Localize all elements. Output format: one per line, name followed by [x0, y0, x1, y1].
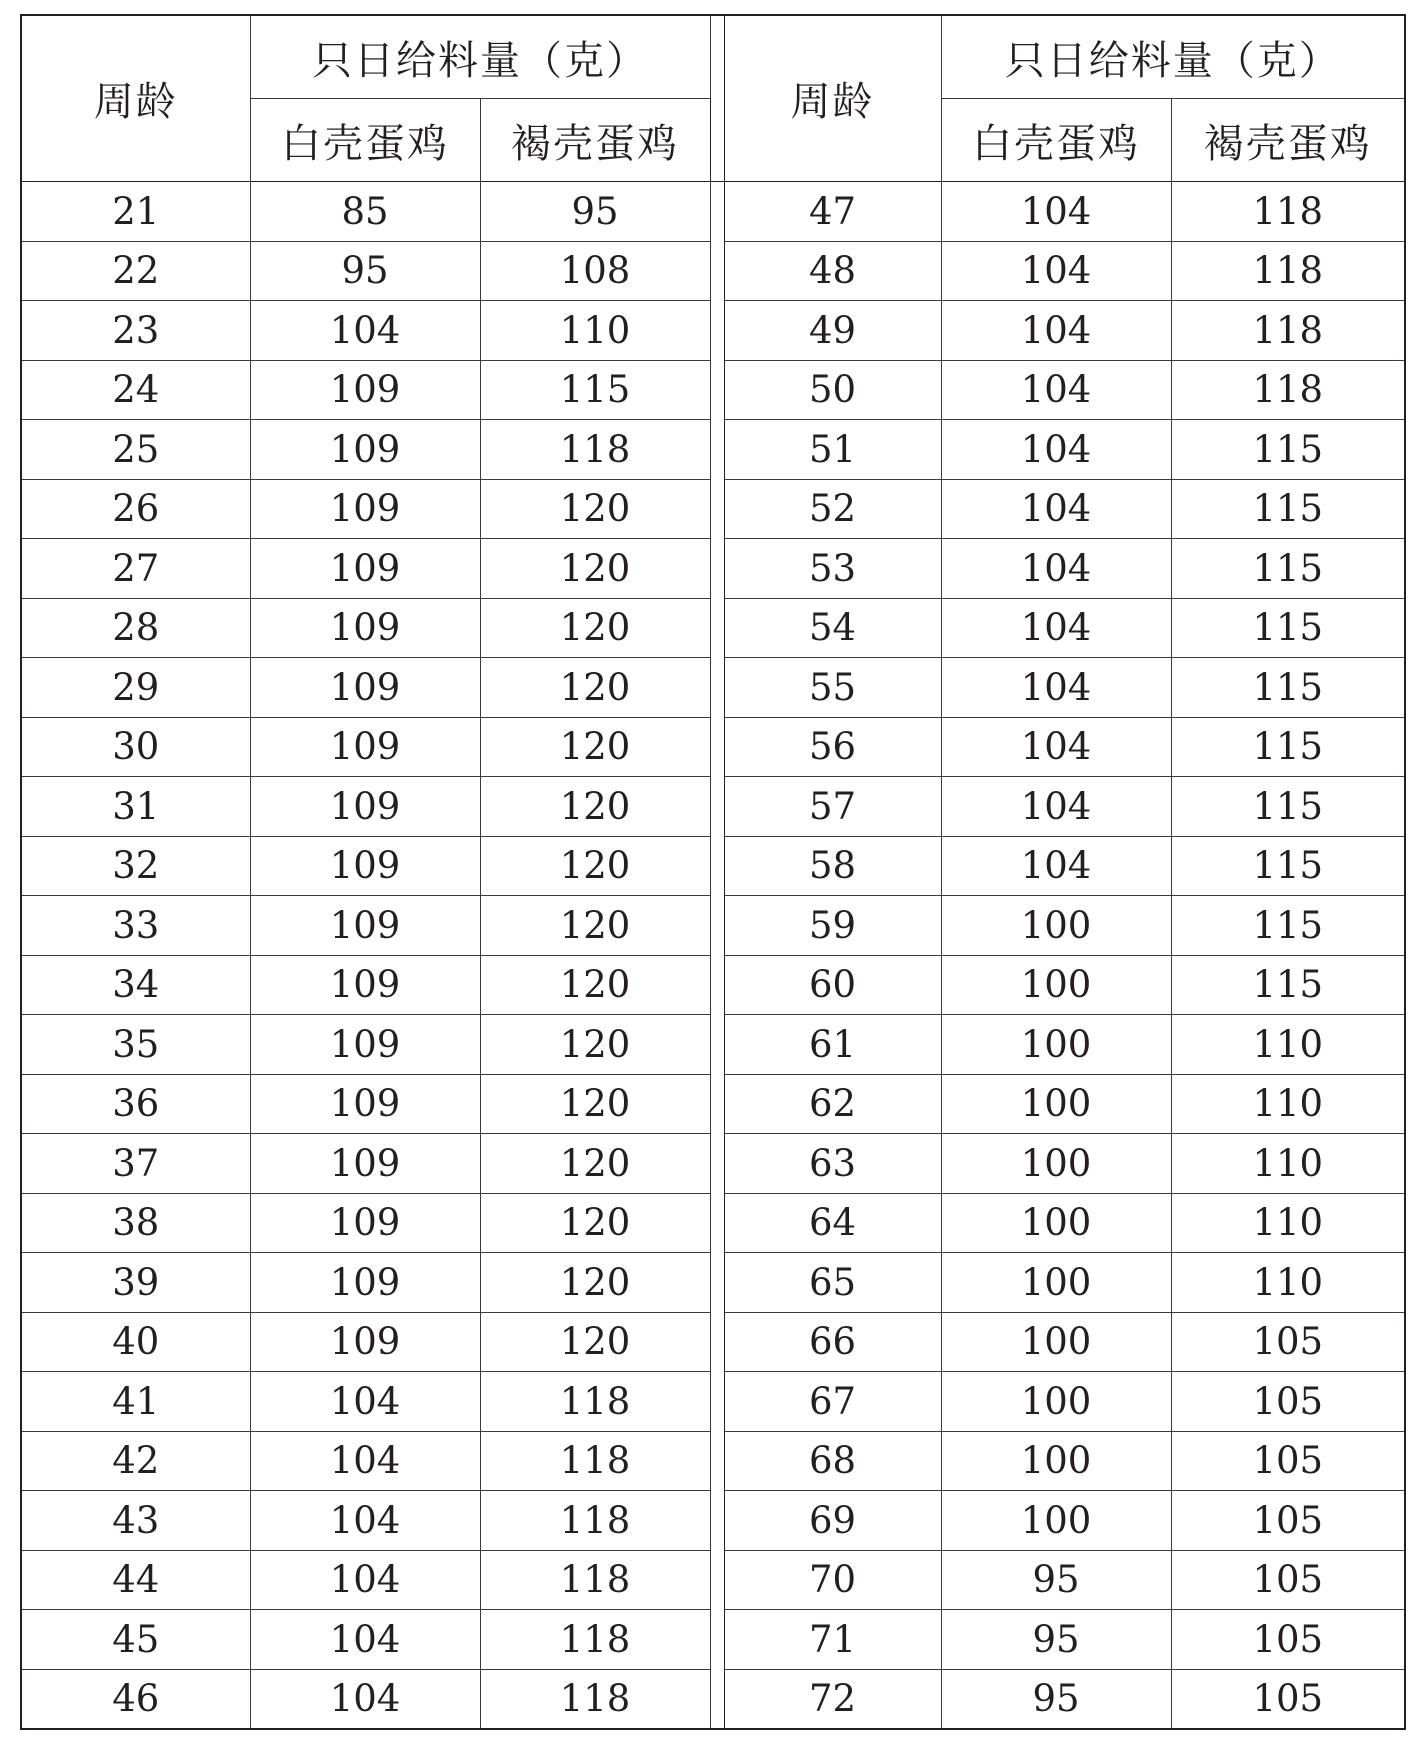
- center-divider-cell: [710, 896, 724, 956]
- left-white-cell: 104: [250, 1372, 480, 1432]
- center-divider-cell: [710, 182, 724, 242]
- left-brown-cell: 120: [480, 896, 710, 956]
- center-divider-cell: [710, 1074, 724, 1134]
- right-white-cell: 95: [941, 1610, 1171, 1670]
- right-brown-cell: 105: [1171, 1372, 1405, 1432]
- left-week-cell: 38: [21, 1193, 250, 1253]
- right-brown-cell: 115: [1171, 479, 1405, 539]
- right-brown-cell: 115: [1171, 658, 1405, 718]
- right-white-cell: 104: [941, 301, 1171, 361]
- right-white-cell: 104: [941, 360, 1171, 420]
- left-white-cell: 95: [250, 241, 480, 301]
- left-brown-cell: 120: [480, 1074, 710, 1134]
- right-brown-header: 褐壳蛋鸡: [1171, 99, 1405, 182]
- center-divider-cell: [710, 420, 724, 480]
- right-white-cell: 95: [941, 1550, 1171, 1610]
- right-brown-cell: 118: [1171, 360, 1405, 420]
- center-divider-cell: [710, 1312, 724, 1372]
- right-white-cell: 100: [941, 955, 1171, 1015]
- left-white-cell: 104: [250, 1550, 480, 1610]
- right-week-cell: 47: [724, 182, 941, 242]
- center-divider-cell: [710, 539, 724, 599]
- left-white-cell: 109: [250, 479, 480, 539]
- right-week-cell: 54: [724, 598, 941, 658]
- right-white-cell: 104: [941, 836, 1171, 896]
- table-row: [21, 717, 1405, 777]
- center-divider-cell: [710, 717, 724, 777]
- table-row: [21, 1015, 1405, 1075]
- left-week-cell: 26: [21, 479, 250, 539]
- left-white-cell: 109: [250, 1253, 480, 1313]
- left-white-cell: 85: [250, 182, 480, 242]
- right-white-cell: 100: [941, 1491, 1171, 1551]
- right-week-cell: 56: [724, 717, 941, 777]
- center-divider-cell: [710, 1015, 724, 1075]
- center-divider-cell: [710, 836, 724, 896]
- left-week-cell: 30: [21, 717, 250, 777]
- right-brown-cell: 115: [1171, 420, 1405, 480]
- feed-amount-table: [20, 14, 1406, 1730]
- left-brown-cell: 120: [480, 1253, 710, 1313]
- right-week-cell: 68: [724, 1431, 941, 1491]
- center-divider-cell: [710, 241, 724, 301]
- right-brown-cell: 105: [1171, 1669, 1405, 1729]
- right-week-cell: 50: [724, 360, 941, 420]
- left-brown-cell: 118: [480, 1431, 710, 1491]
- left-white-cell: 109: [250, 1074, 480, 1134]
- left-week-cell: 21: [21, 182, 250, 242]
- table-row: [21, 420, 1405, 480]
- left-brown-cell: 120: [480, 1134, 710, 1194]
- right-brown-cell: 115: [1171, 836, 1405, 896]
- center-divider-cell: [710, 360, 724, 420]
- right-week-cell: 61: [724, 1015, 941, 1075]
- left-white-cell: 109: [250, 420, 480, 480]
- right-brown-cell: 115: [1171, 539, 1405, 599]
- left-brown-cell: 95: [480, 182, 710, 242]
- left-week-cell: 31: [21, 777, 250, 837]
- table-row: [21, 1491, 1405, 1551]
- right-week-cell: 66: [724, 1312, 941, 1372]
- right-brown-cell: 105: [1171, 1610, 1405, 1670]
- table-row: [21, 896, 1405, 956]
- right-week-cell: 65: [724, 1253, 941, 1313]
- left-brown-cell: 118: [480, 1550, 710, 1610]
- right-week-cell: 69: [724, 1491, 941, 1551]
- left-week-cell: 25: [21, 420, 250, 480]
- table-row: [21, 598, 1405, 658]
- right-white-cell: 104: [941, 717, 1171, 777]
- left-white-cell: 109: [250, 598, 480, 658]
- left-week-cell: 43: [21, 1491, 250, 1551]
- table-row: [21, 1193, 1405, 1253]
- right-white-cell: 104: [941, 479, 1171, 539]
- right-feed-header: 只日给料量（克）: [941, 15, 1405, 99]
- left-white-header: 白壳蛋鸡: [250, 99, 480, 182]
- center-divider-cell: [710, 1491, 724, 1551]
- right-week-cell: 63: [724, 1134, 941, 1194]
- right-week-cell: 58: [724, 836, 941, 896]
- center-divider-cell: [710, 1134, 724, 1194]
- left-brown-cell: 118: [480, 420, 710, 480]
- left-white-cell: 109: [250, 836, 480, 896]
- right-white-cell: 100: [941, 1074, 1171, 1134]
- table-row: [21, 955, 1405, 1015]
- center-divider-cell: [710, 1610, 724, 1670]
- left-week-cell: 35: [21, 1015, 250, 1075]
- left-white-cell: 104: [250, 301, 480, 361]
- left-week-cell: 36: [21, 1074, 250, 1134]
- right-white-cell: 100: [941, 1134, 1171, 1194]
- right-white-cell: 100: [941, 1372, 1171, 1432]
- left-white-cell: 109: [250, 955, 480, 1015]
- table-row: [21, 479, 1405, 539]
- left-week-cell: 27: [21, 539, 250, 599]
- table-row: [21, 1134, 1405, 1194]
- left-brown-cell: 118: [480, 1491, 710, 1551]
- left-white-cell: 109: [250, 717, 480, 777]
- right-white-cell: 100: [941, 1312, 1171, 1372]
- right-week-cell: 72: [724, 1669, 941, 1729]
- left-brown-cell: 120: [480, 1015, 710, 1075]
- right-brown-cell: 110: [1171, 1074, 1405, 1134]
- right-white-cell: 104: [941, 182, 1171, 242]
- right-week-cell: 52: [724, 479, 941, 539]
- table-row: [21, 1312, 1405, 1372]
- left-week-cell: 24: [21, 360, 250, 420]
- left-feed-header: 只日给料量（克）: [250, 15, 710, 99]
- center-divider-cell: [710, 1372, 724, 1432]
- left-brown-cell: 118: [480, 1372, 710, 1432]
- right-white-cell: 104: [941, 598, 1171, 658]
- table-row: [21, 1074, 1405, 1134]
- right-white-cell: 100: [941, 1431, 1171, 1491]
- center-divider-cell: [710, 301, 724, 361]
- table-row: [21, 777, 1405, 837]
- table-row: [21, 301, 1405, 361]
- right-week-cell: 70: [724, 1550, 941, 1610]
- right-white-cell: 100: [941, 1193, 1171, 1253]
- center-divider-cell: [710, 479, 724, 539]
- right-brown-cell: 110: [1171, 1193, 1405, 1253]
- right-brown-cell: 105: [1171, 1431, 1405, 1491]
- left-week-cell: 39: [21, 1253, 250, 1313]
- right-brown-cell: 115: [1171, 717, 1405, 777]
- left-white-cell: 104: [250, 1669, 480, 1729]
- left-white-cell: 109: [250, 1312, 480, 1372]
- right-brown-cell: 105: [1171, 1312, 1405, 1372]
- left-week-cell: 32: [21, 836, 250, 896]
- right-white-cell: 100: [941, 1253, 1171, 1313]
- right-brown-cell: 110: [1171, 1134, 1405, 1194]
- center-divider-cell: [710, 1669, 724, 1729]
- right-brown-cell: 115: [1171, 598, 1405, 658]
- left-brown-cell: 120: [480, 598, 710, 658]
- center-divider-cell: [710, 1431, 724, 1491]
- left-white-cell: 109: [250, 658, 480, 718]
- left-week-cell: 23: [21, 301, 250, 361]
- left-week-cell: 22: [21, 241, 250, 301]
- left-week-cell: 44: [21, 1550, 250, 1610]
- left-week-cell: 45: [21, 1610, 250, 1670]
- right-brown-cell: 118: [1171, 301, 1405, 361]
- table-row: [21, 1431, 1405, 1491]
- left-white-cell: 109: [250, 1134, 480, 1194]
- table-row: [21, 1669, 1405, 1729]
- left-white-cell: 109: [250, 896, 480, 956]
- left-week-cell: 37: [21, 1134, 250, 1194]
- table-row: [21, 182, 1405, 242]
- table-row: [21, 836, 1405, 896]
- right-brown-cell: 115: [1171, 896, 1405, 956]
- left-brown-cell: 115: [480, 360, 710, 420]
- right-week-cell: 49: [724, 301, 941, 361]
- left-week-cell: 29: [21, 658, 250, 718]
- left-brown-cell: 118: [480, 1669, 710, 1729]
- header-row-top: [21, 15, 1405, 99]
- left-brown-cell: 120: [480, 717, 710, 777]
- right-week-cell: 57: [724, 777, 941, 837]
- center-divider-cell: [710, 777, 724, 837]
- right-brown-cell: 118: [1171, 182, 1405, 242]
- left-week-cell: 46: [21, 1669, 250, 1729]
- right-week-cell: 53: [724, 539, 941, 599]
- table-row: [21, 360, 1405, 420]
- right-week-cell: 64: [724, 1193, 941, 1253]
- right-week-cell: 60: [724, 955, 941, 1015]
- right-brown-cell: 115: [1171, 777, 1405, 837]
- right-brown-cell: 115: [1171, 955, 1405, 1015]
- left-white-cell: 104: [250, 1431, 480, 1491]
- center-divider-cell: [710, 1550, 724, 1610]
- left-brown-cell: 120: [480, 539, 710, 599]
- left-white-cell: 104: [250, 1610, 480, 1670]
- left-brown-cell: 120: [480, 1312, 710, 1372]
- left-white-cell: 104: [250, 1491, 480, 1551]
- table-row: [21, 241, 1405, 301]
- center-divider-cell: [710, 955, 724, 1015]
- feed-table-container: [20, 14, 1404, 1730]
- right-white-cell: 104: [941, 777, 1171, 837]
- right-week-cell: 62: [724, 1074, 941, 1134]
- left-brown-cell: 118: [480, 1610, 710, 1670]
- right-white-cell: 104: [941, 658, 1171, 718]
- right-white-cell: 104: [941, 539, 1171, 599]
- left-white-cell: 109: [250, 1015, 480, 1075]
- right-week-cell: 67: [724, 1372, 941, 1432]
- center-divider-cell: [710, 1193, 724, 1253]
- left-brown-header: 褐壳蛋鸡: [480, 99, 710, 182]
- right-white-cell: 104: [941, 420, 1171, 480]
- right-white-cell: 95: [941, 1669, 1171, 1729]
- right-brown-cell: 110: [1171, 1253, 1405, 1313]
- left-brown-cell: 120: [480, 777, 710, 837]
- table-row: [21, 1550, 1405, 1610]
- center-divider-cell: [710, 1253, 724, 1313]
- right-week-cell: 59: [724, 896, 941, 956]
- right-week-cell: 71: [724, 1610, 941, 1670]
- left-white-cell: 109: [250, 539, 480, 599]
- table-row: [21, 1253, 1405, 1313]
- left-week-header: 周龄: [21, 15, 250, 182]
- table-row: [21, 1610, 1405, 1670]
- center-divider-cell: [710, 598, 724, 658]
- left-brown-cell: 108: [480, 241, 710, 301]
- left-brown-cell: 120: [480, 479, 710, 539]
- left-week-cell: 42: [21, 1431, 250, 1491]
- left-week-cell: 33: [21, 896, 250, 956]
- table-row: [21, 658, 1405, 718]
- left-white-cell: 109: [250, 777, 480, 837]
- left-week-cell: 40: [21, 1312, 250, 1372]
- right-white-cell: 100: [941, 1015, 1171, 1075]
- right-week-header: 周龄: [724, 15, 941, 182]
- table-row: [21, 1372, 1405, 1432]
- left-week-cell: 28: [21, 598, 250, 658]
- right-week-cell: 51: [724, 420, 941, 480]
- table-body: [21, 182, 1405, 1730]
- right-week-cell: 48: [724, 241, 941, 301]
- left-week-cell: 41: [21, 1372, 250, 1432]
- right-week-cell: 55: [724, 658, 941, 718]
- right-brown-cell: 105: [1171, 1550, 1405, 1610]
- right-white-header: 白壳蛋鸡: [941, 99, 1171, 182]
- left-brown-cell: 120: [480, 658, 710, 718]
- left-brown-cell: 120: [480, 836, 710, 896]
- left-white-cell: 109: [250, 1193, 480, 1253]
- right-brown-cell: 105: [1171, 1491, 1405, 1551]
- left-brown-cell: 110: [480, 301, 710, 361]
- center-divider: [710, 15, 724, 182]
- table-row: [21, 539, 1405, 599]
- left-brown-cell: 120: [480, 1193, 710, 1253]
- center-divider-cell: [710, 658, 724, 718]
- left-week-cell: 34: [21, 955, 250, 1015]
- right-white-cell: 104: [941, 241, 1171, 301]
- right-brown-cell: 110: [1171, 1015, 1405, 1075]
- left-brown-cell: 120: [480, 955, 710, 1015]
- left-white-cell: 109: [250, 360, 480, 420]
- right-brown-cell: 118: [1171, 241, 1405, 301]
- right-white-cell: 100: [941, 896, 1171, 956]
